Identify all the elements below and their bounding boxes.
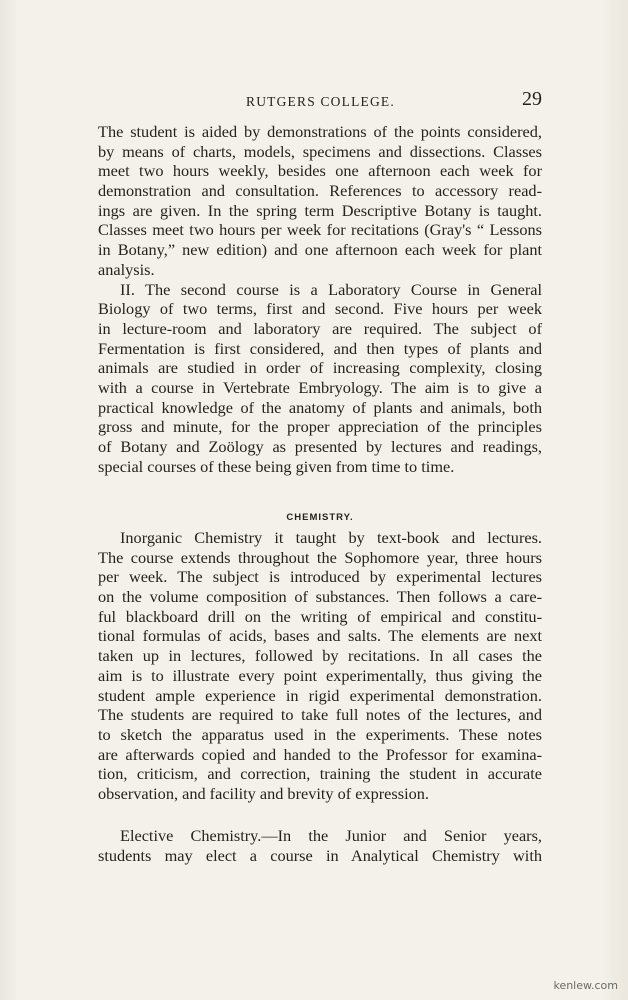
text-line: animals are studied in order of increasing complexity, closing	[98, 358, 542, 378]
section-heading: CHEMISTRY.	[286, 512, 354, 523]
text-line: Elective Chemistry.—In the Junior and Senior years,	[120, 826, 542, 845]
text-line: gross and minute, for the proper appreciation of the principles	[98, 417, 542, 437]
text-line: to sketch the apparatus used in the experiments. These notes	[98, 724, 542, 744]
text-line: ings are given. In the spring term Descriptive Botany is taught.	[98, 200, 542, 220]
page-number: 29	[522, 88, 542, 110]
text-line: on the volume composition of substances. Then follows a care-	[98, 587, 542, 607]
text-line: in Botany,” new edition) and one afternoon each week for plant	[98, 240, 542, 260]
text-line: The student is aided by demonstrations of the points considered,	[98, 122, 542, 141]
text-line: tional formulas of acids, bases and salts. The elements are next	[98, 626, 542, 646]
text-line: meet two hours weekly, besides one afternoon each week for	[98, 161, 542, 181]
text-line: student ample experience in rigid experimental demonstration.	[98, 685, 542, 705]
text-line: are afterwards copied and handed to the Professor for examina-	[98, 744, 542, 764]
watermark: kenlew.com	[553, 979, 618, 992]
text-line: Fermentation is first considered, and then types of plants and	[98, 338, 542, 358]
text-line: analysis.	[98, 259, 155, 279]
text-line: by means of charts, models, specimens and dissections. Classes	[98, 141, 542, 161]
text-line: of Botany and Zoölogy as presented by lectures and readings,	[98, 437, 542, 456]
text-line: demonstration and consultation. References to accessory read-	[98, 181, 542, 201]
text-line: special courses of these being given from time to time.	[98, 456, 455, 476]
text-line: The course extends throughout the Sophomore year, three hours	[98, 547, 542, 567]
text-line: practical knowledge of the anatomy of plants and animals, both	[98, 397, 542, 417]
text-line: ful blackboard drill on the writing of empirical and constitu-	[98, 606, 542, 626]
running-head: RUTGERS COLLEGE.	[246, 94, 395, 109]
botany-text	[98, 122, 542, 476]
text-line: taken up in lectures, followed by recitations. In all cases the	[98, 646, 542, 666]
text-line: per week. The subject is introduced by experimental lectures	[98, 567, 542, 587]
text-line: Inorganic Chemistry it taught by text-book and lectures.	[120, 528, 542, 547]
page-header	[98, 88, 542, 116]
text-line: observation, and facility and brevity of expression.	[98, 783, 429, 803]
text-line: in lecture-room and laboratory are required. The subject of	[98, 318, 542, 338]
text-line: aim is to illustrate every point experimentally, thus giving the	[98, 665, 542, 685]
text-line: The students are required to take full notes of the lectures, and	[98, 705, 542, 725]
text-line: students may elect a course in Analytical Chemistry with	[98, 845, 542, 865]
inorganic-chemistry-text	[98, 528, 542, 804]
text-line: II. The second course is a Laboratory Course in General	[120, 279, 542, 299]
text-line: tion, criticism, and correction, training the student in accurate	[98, 764, 542, 784]
elective-chemistry-text	[98, 826, 542, 865]
text-line: Biology of two terms, first and second. Five hours per week	[98, 299, 542, 319]
text-line: with a course in Vertebrate Embryology. The aim is to give a	[98, 377, 542, 397]
text-line: Classes meet two hours per week for recitations (Gray's “ Lessons	[98, 220, 542, 240]
